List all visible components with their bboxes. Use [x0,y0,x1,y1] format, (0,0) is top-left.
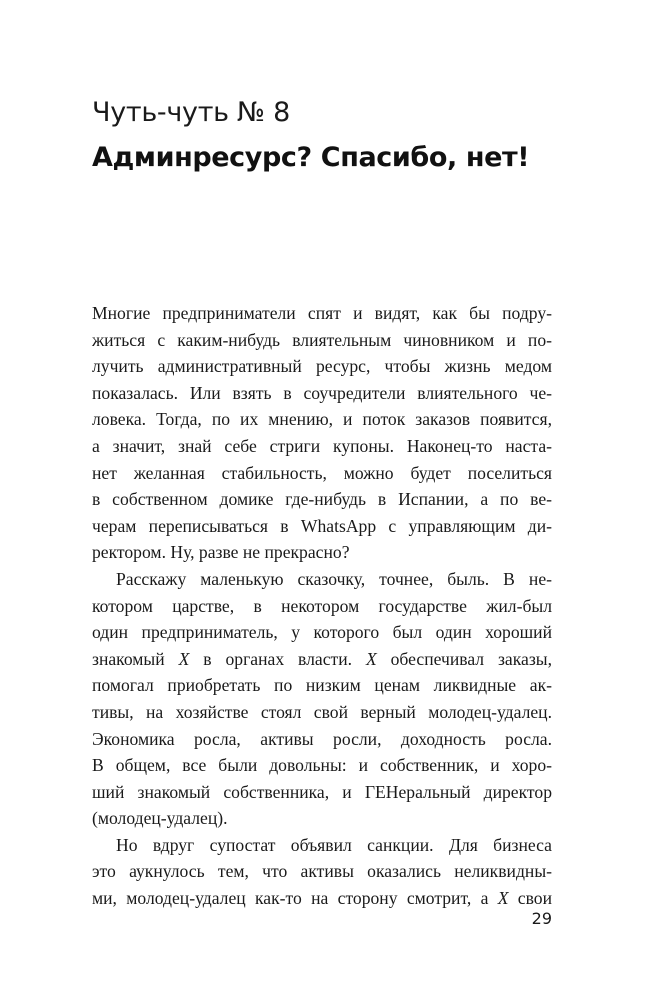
text-line: Расскажу маленькую сказочку, точнее, быль. В не- [116,568,552,589]
text-line: ловека. Тогда, по их мнению, и поток заказов появится, [92,409,552,430]
text-line: Многие предприниматели спят и видят, как бы подру- [92,303,552,323]
text-line: это аукнулось тем, что активы оказались неликвидны- [92,861,552,882]
text-line: Экономика росла, активы росли, доходность росла. [92,728,552,749]
text-line: тивы, на хозяйстве стоял свой верный молодец-удалец. [92,701,552,722]
text-line: помогал приобретать по низким ценам ликвидные ак- [92,675,552,696]
chapter-kicker: Чуть-чуть № 8 [92,97,290,128]
paragraph-2 [92,566,552,832]
paragraph-3 [92,832,552,912]
text-line: знакомый X в органах власти. X обеспечивал заказы, [92,648,552,669]
text-line: один предприниматель, у которого был один хороший [92,622,552,643]
text-line: (молодец-удалец). [92,808,228,829]
text-line: черам переписываться в WhatsApp с управляющим ди- [92,515,552,536]
text-line: ший знакомый собственника, и ГЕНеральный директор [92,781,552,802]
text-line: котором царстве, в некотором государстве жил-был [92,595,552,616]
text-line: лучить административный ресурс, чтобы жизнь медом [92,356,552,377]
text-line: а значит, знай себе стриги купоны. Наконец-то наста- [92,435,552,456]
text-line: ми, молодец-удалец как-то на сторону смотрит, а X свои [92,888,553,909]
text-line: показалась. Или взять в соучредители влиятельного че- [92,382,552,403]
chapter-title: Админресурс? Спасибо, нет! [92,142,530,173]
text-line: в собственном домике где-нибудь в Испании, а по ве- [92,489,552,510]
page-number: 29 [531,909,552,928]
paragraph-1 [92,300,552,566]
text-line: житься с каким-нибудь влиятельным чиновником и по- [92,329,552,350]
text-line: нет желанная стабильность, можно будет поселиться [92,462,552,483]
text-line: Но вдруг супостат объявил санкции. Для бизнеса [116,834,552,855]
body-text [92,300,552,912]
text-line: ректором. Ну, разве не прекрасно? [92,542,350,563]
text-line: В общем, все были довольны: и собственник, и хоро- [92,755,552,776]
